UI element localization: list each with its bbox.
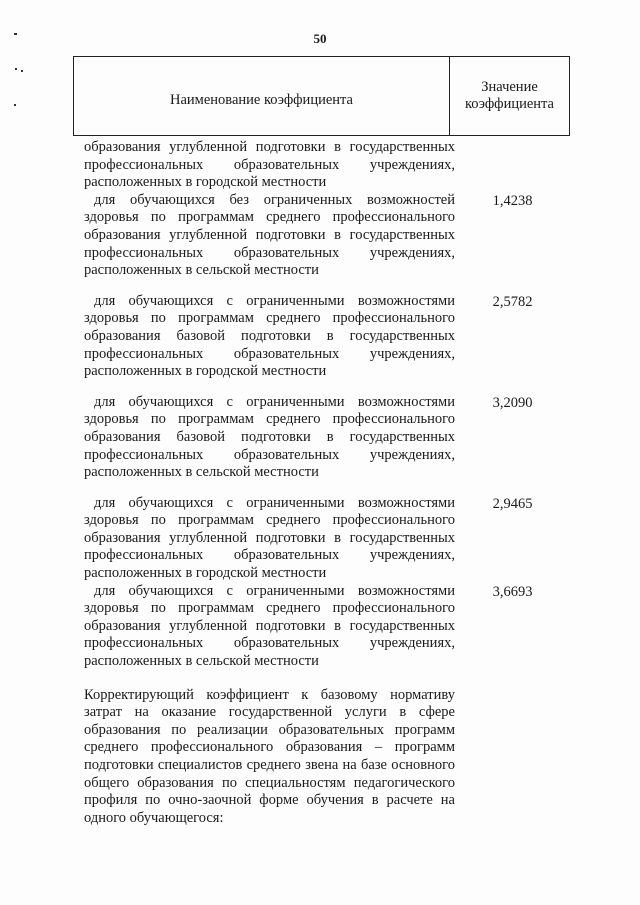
page-number: 50 xyxy=(313,31,327,46)
coefficient-value: 1,4238 xyxy=(492,192,533,209)
margin-mark xyxy=(21,70,23,72)
coefficient-value: 2,9465 xyxy=(492,495,533,512)
coefficient-name: для обучающихся без ограниченных возможностей здоровья по программам среднего профессионального образования углубленной подготовки в государственных профессиональных образовательных учреждениях, расположенных в сельской местности xyxy=(84,191,455,279)
coefficient-name: для обучающихся с ограниченными возможностями здоровья по программам среднего профессионального образования углубленной подготовки в государственных профессиональных образовательных учреждениях, расположенных в сельской местности xyxy=(84,582,455,670)
table-row xyxy=(84,495,570,583)
header-name-cell: Наименование коэффициента xyxy=(170,91,353,108)
table-row xyxy=(84,394,570,482)
coefficient-value: 3,2090 xyxy=(492,394,533,411)
coefficient-value: 3,6693 xyxy=(492,583,533,600)
table-row xyxy=(84,293,570,381)
margin-mark xyxy=(15,68,17,70)
table-header xyxy=(73,56,570,136)
table-row-continuation xyxy=(84,139,570,192)
coefficient-name: для обучающихся с ограниченными возможностями здоровья по программам среднего профессионального образования базовой подготовки в государственных профессиональных образовательных учреждениях, расположенных в сельской местности xyxy=(84,393,455,481)
table-row xyxy=(84,583,570,671)
coefficient-value: 2,5782 xyxy=(492,293,533,310)
table-row xyxy=(84,192,570,280)
coefficient-name: для обучающихся с ограниченными возможностями здоровья по программам среднего профессионального образования углубленной подготовки в государственных профессиональных образовательных учреждениях, расположенных в городской местности xyxy=(84,494,455,582)
margin-mark xyxy=(14,104,16,106)
empty-value xyxy=(455,139,570,192)
header-value-cell: Значение коэффициента xyxy=(449,57,569,135)
margin-mark xyxy=(14,33,17,35)
coefficient-name: для обучающихся с ограниченными возможностями здоровья по программам среднего профессионального образования базовой подготовки в государственных профессиональных образовательных учреждениях, расположенных в городской местности xyxy=(84,292,455,380)
closing-paragraph: Корректирующий коэффициент к базовому нормативу затрат на оказание государственной услуги в сфере образования по реализации образовательных программ среднего профессионального образования – программ подготовки специалистов среднего звена на базе основного общего образования по специальностям педагогического профиля по очно-заочной форме обучения в расчете на одного обучающегося: xyxy=(84,686,455,826)
continuation-text: образования углубленной подготовки в государственных профессиональных образовательных учреждениях, расположенных в городской местности xyxy=(84,139,455,191)
coefficient-list xyxy=(84,139,570,827)
